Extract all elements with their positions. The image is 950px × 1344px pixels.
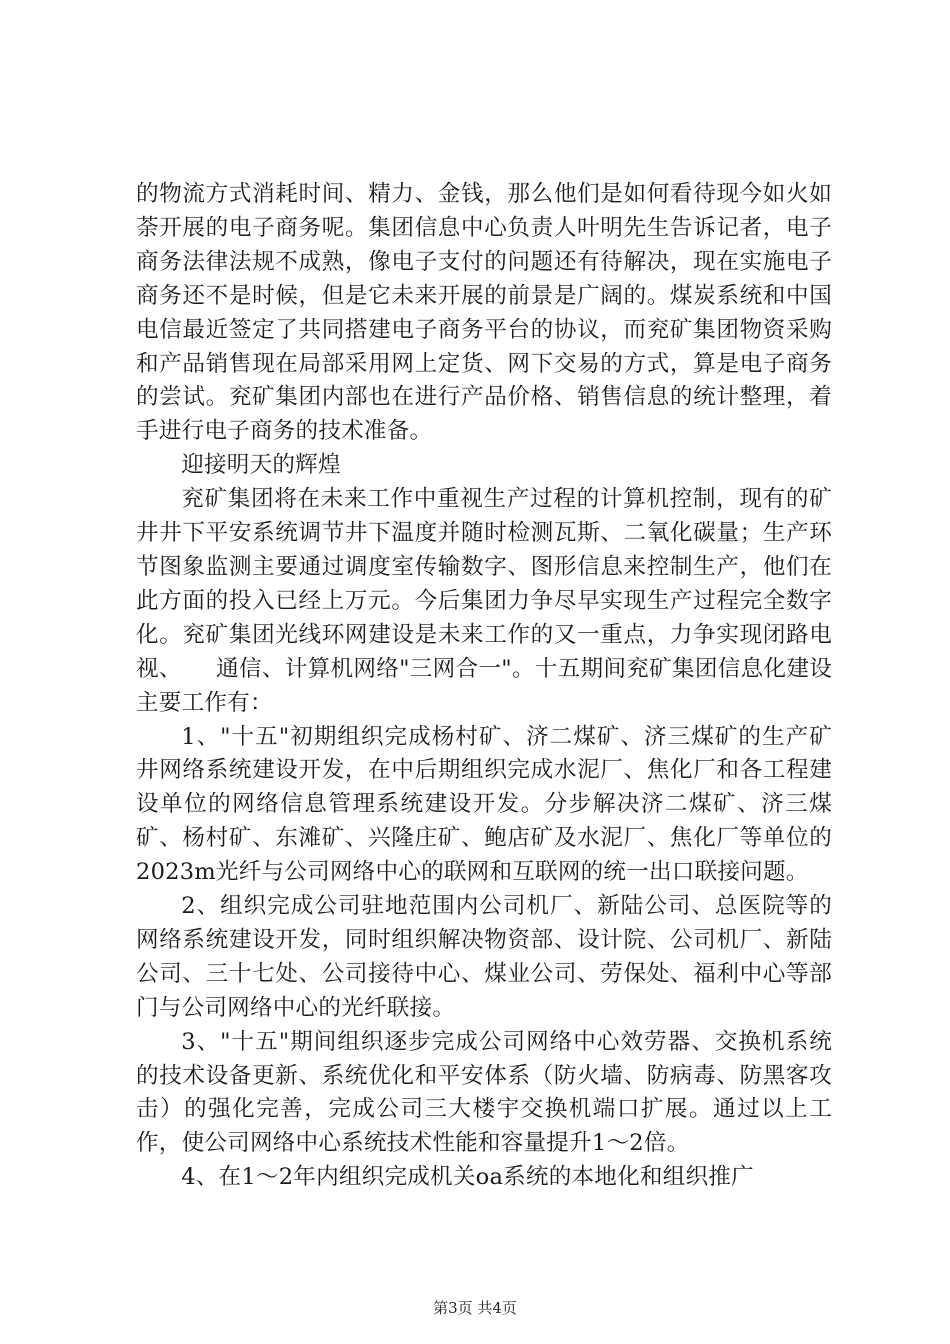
list-item-1: 1、"十五"初期组织完成杨村矿、济二煤矿、济三煤矿的生产矿井网络系统建设开发，在中后期组织完成水泥厂、焦化厂和各工程建设单位的网络信息管理系统建设开发。分步解决济二煤矿、济三煤矿、杨村矿、东滩矿、兴隆庄矿、鲍店矿及水泥厂、焦化厂等单位的2023m光纤与公司网络中心的联网和互联网的统一出口联接问题。: [136, 723, 832, 886]
list-item-4: 4、在1～2年内组织完成机关oa系统的本地化和组织推广: [181, 1164, 754, 1191]
list-item-3: 3、"十五"期间组织逐步完成公司网络中心效劳器、交换机系统的技术设备更新、系统优化和平安体系（防火墙、防病毒、防黑客攻击）的强化完善，完成公司三大楼宇交换机端口扩展。通过以上工作，使公司网络中心系统技术性能和容量提升1～2倍。: [136, 1028, 832, 1157]
paragraph-intro-continuation: 的物流方式消耗时间、精力、金钱，那么他们是如何看待现今如火如荼开展的电子商务呢。集团信息中心负责人叶明先生告诉记者，电子商务法律法规不成熟，像电子支付的问题还有待解决，现在实施电子商务还不是时候，但是它未来开展的前景是广阔的。煤炭系统和中国电信最近签定了共同搭建电子商务平台的协议，而兖矿集团物资采购和产品销售现在局部采用网上定货、网下交易的方式，算是电子商务的尝试。兖矿集团内部也在进行产品价格、销售信息的统计整理，着手进行电子商务的技术准备。: [136, 181, 832, 445]
page-number-footer: 第3页 共4页: [433, 1299, 517, 1317]
section-heading: 迎接明天的辉煌: [181, 452, 341, 479]
document-body: [136, 178, 832, 1195]
list-item-2: 2、组织完成公司驻地范围内公司机厂、新陆公司、总医院等的网络系统建设开发，同时组织解决物资部、设计院、公司机厂、新陆公司、三十七处、公司接待中心、煤业公司、劳保处、福利中心等部门与公司网络中心的光纤联接。: [136, 893, 832, 1021]
paragraph-future-plans: 兖矿集团将在未来工作中重视生产过程的计算机控制，现有的矿井井下平安系统调节井下温度并随时检测瓦斯、二氧化碳量；生产环节图象监测主要通过调度室传输数字、图形信息来控制生产，他们在此方面的投入已经上万元。今后集团力争尽早实现生产过程完全数字化。兖矿集团光线环网建设是未来工作的又一重点，力争实现闭路电视、 通信、计算机网络"三网合一"。十五期间兖矿集团信息化建设主要工作有：: [136, 486, 832, 716]
